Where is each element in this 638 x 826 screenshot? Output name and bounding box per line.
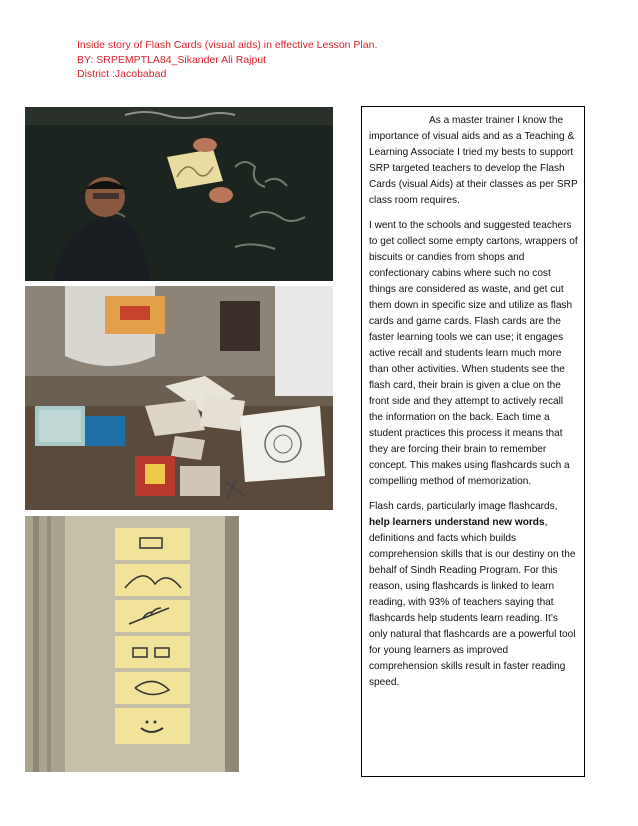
- header-title: Inside story of Flash Cards (visual aids) in effective Lesson Plan.: [77, 39, 378, 51]
- paragraph-benefits: Flash cards, particularly image flashcards, help learners understand new words, definitions and facts which builds comprehension skills that is our destiny on the behalf of Sindh Reading Program. For this reason, using flashcards is linked to learn reading, with 93% of teachers saying that flashcards help students learn reading. It’s only natural that flashcards are a powerful tool for young learners as improved comprehension skills result in faster reading speed.: [369, 501, 576, 688]
- paragraph-intro: As a master trainer I know the importance of visual aids and as a Teaching & Learning Associate I tried my bests to support SRP targeted teachers to develop the Flash Cards (visual Aids) at their classes as per SRP class room requires.: [369, 115, 578, 206]
- article-text-box: [361, 106, 585, 777]
- paragraph-method: I went to the schools and suggested teachers to get collect some empty cartons, wrappers of biscuits or candies from shops and confectionary cabins where such no cost things are considered as waste, and get cut them down in specific size and utilize as flash cards and game cards. Flash cards are the faster learning tools we can use; it engages active recall and students learn much more than other activities. When students see the flash card, their brain is given a clue on the front side and they attempt to actively recall the information on the back. Each time a student practices this process it means that they are forcing their brain to remember concept. This makes using flashcards such a compelling method of memorization.: [369, 220, 578, 487]
- teacher-chalkboard-photo: [25, 107, 333, 281]
- document-header: [77, 38, 377, 82]
- highlighted-phrase: help learners understand new words: [369, 517, 545, 528]
- header-district: District :Jacobabad: [77, 68, 167, 80]
- header-author: BY: SRPEMPTLA84_Sikander Ali Rajput: [77, 53, 267, 66]
- flashcard-materials-photo: [25, 286, 333, 510]
- flashcards-on-wall-photo: [25, 516, 239, 772]
